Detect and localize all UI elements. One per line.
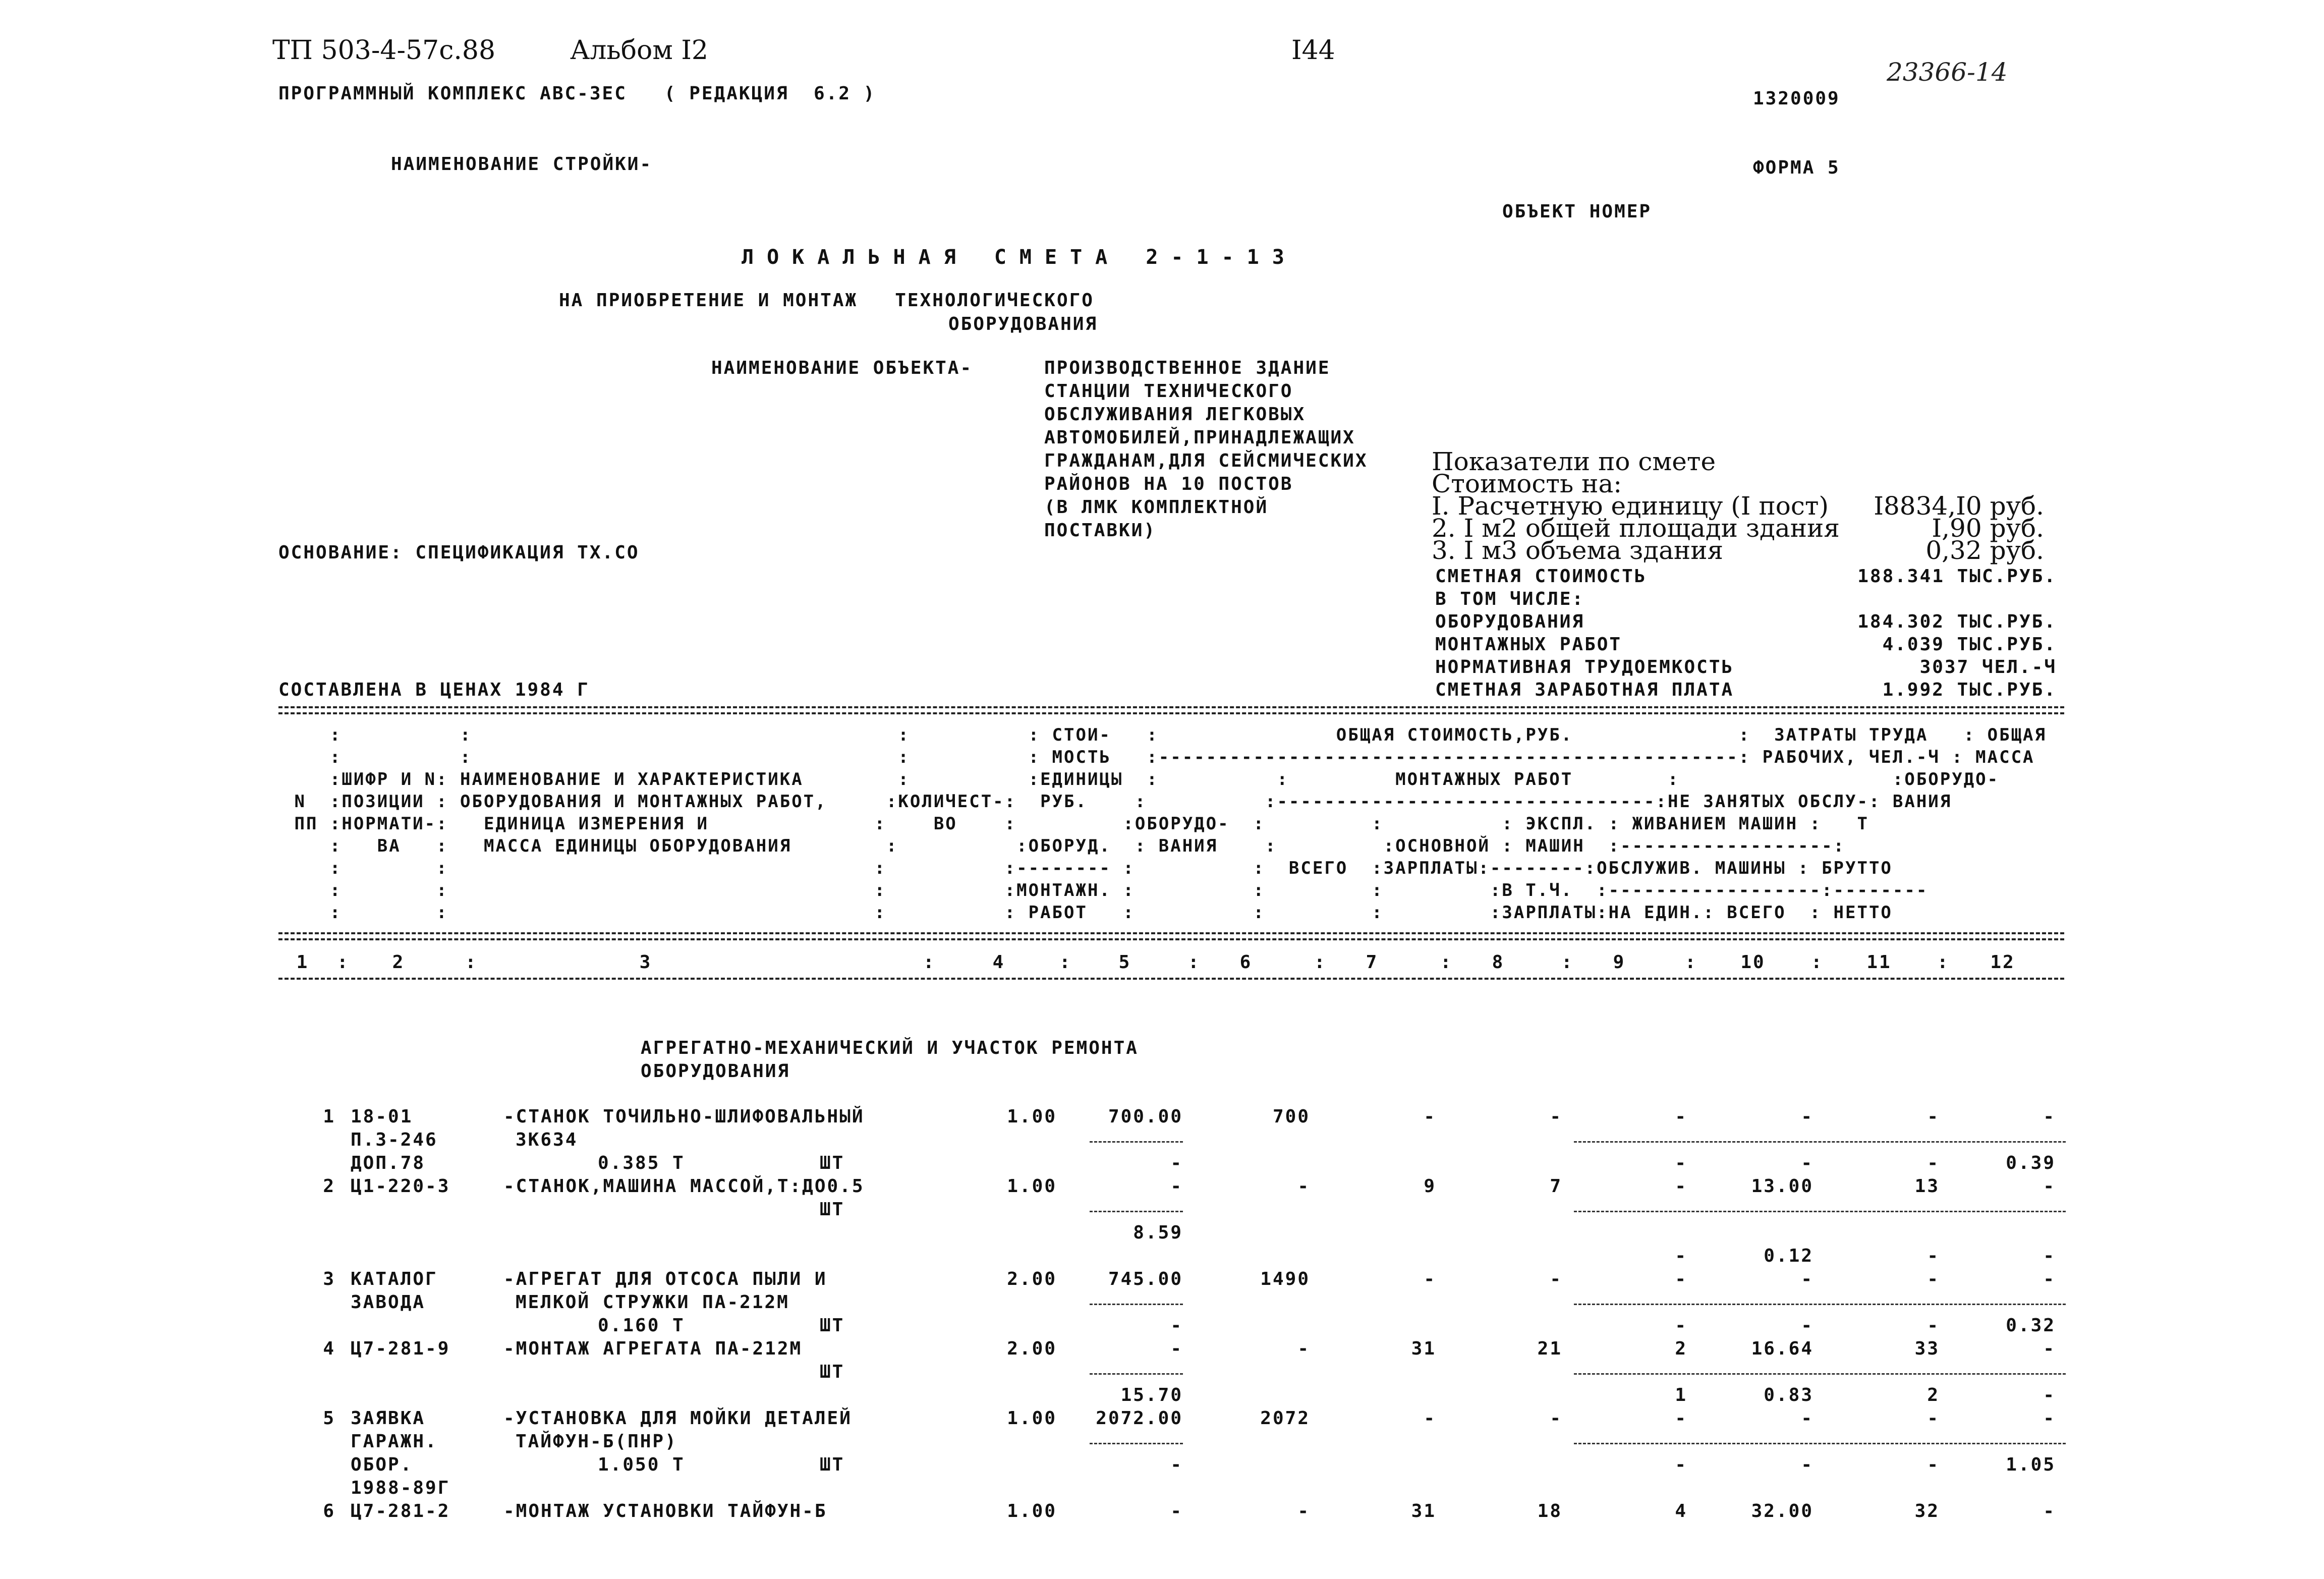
summary-label: СМЕТНАЯ ЗАРАБОТНАЯ ПЛАТА — [1435, 680, 1734, 700]
row-equip: 1490 — [1260, 1269, 1310, 1289]
row-expl: 4 — [1675, 1501, 1687, 1521]
indicator-value: 0,32 руб. — [1925, 536, 2044, 565]
row-equip: - — [1297, 1176, 1310, 1197]
row-labor-unit: 13.00 — [1751, 1176, 1813, 1197]
indicator-value: I,90 руб. — [1932, 514, 2044, 543]
col-separator: : — [1188, 952, 1201, 973]
indicator-label: 2. I м2 общей площади здания — [1432, 514, 1840, 543]
section-heading: АГРЕГАТНО-МЕХАНИЧЕСКИЙ И УЧАСТОК РЕМОНТА — [641, 1038, 1139, 1058]
row-labor-total-2: - — [1927, 1153, 1940, 1173]
col-separator: : — [1685, 952, 1697, 973]
row-labor-total-2: - — [1927, 1246, 1940, 1266]
indicator-label: 3. I м3 объема здания — [1432, 536, 1724, 565]
row-name: -МОНТАЖ АГРЕГАТА ПА-212М — [503, 1338, 803, 1359]
column-number: 3 — [639, 952, 652, 973]
row-unit: ШТ — [820, 1153, 845, 1173]
row-total: 9 — [1424, 1176, 1436, 1197]
row-price-mont: - — [1170, 1315, 1183, 1336]
row-labor-total: - — [1927, 1269, 1940, 1289]
row-price-rule — [1090, 1141, 1183, 1143]
summary-label: ОБОРУДОВАНИЯ — [1435, 611, 1585, 632]
row-qty: 1.00 — [1007, 1501, 1057, 1521]
program-line: ПРОГРАММНЫЙ КОМПЛЕКС АВС-3ЕС ( РЕДАКЦИЯ 6.2 ) — [278, 83, 876, 104]
row-labor-unit-2: 0.83 — [1764, 1385, 1813, 1405]
indicators-heading: Показатели по смете — [1432, 447, 1716, 476]
row-price-equip: 745.00 — [1108, 1269, 1183, 1289]
row-expl: 2 — [1675, 1338, 1687, 1359]
summary-label: В ТОМ ЧИСЛЕ: — [1435, 589, 1585, 609]
page-number: I44 — [1291, 35, 1335, 66]
document-title: ЛОКАЛЬНАЯ СМЕТА 2-1-13 — [742, 246, 1297, 269]
row-mass-net: 1.05 — [2006, 1454, 2056, 1475]
tp-code: ТП 503-4-57с.88 — [272, 35, 496, 66]
row-price-equip: - — [1170, 1338, 1183, 1359]
summary-value: 184.302 ТЫС.РУБ. — [1857, 611, 2057, 632]
col-separator: : — [1561, 952, 1574, 973]
row-expl-wage: - — [1675, 1315, 1687, 1336]
handwritten-number: 23366-14 — [1887, 58, 2008, 87]
row-expl-wage: 1 — [1675, 1385, 1687, 1405]
table-top-rule — [278, 712, 2064, 714]
row-labor-total-2: - — [1927, 1315, 1940, 1336]
row-name: -МОНТАЖ УСТАНОВКИ ТАЙФУН-Б — [503, 1501, 827, 1521]
row-rule — [1574, 1211, 2066, 1212]
form-label: ФОРМА 5 — [1753, 157, 1840, 178]
row-mass-gross: - — [2043, 1338, 2056, 1359]
row-code: Ц1-220-3 — [351, 1176, 450, 1197]
row-base-wage: - — [1550, 1408, 1562, 1429]
row-rule — [1574, 1304, 2066, 1305]
row-base-wage: 18 — [1537, 1501, 1562, 1521]
row-code: 18-01 — [351, 1106, 413, 1127]
object-line: ГРАЖДАНАМ,ДЛЯ СЕЙСМИЧЕСКИХ — [1044, 450, 1368, 471]
row-name: -СТАНОК ТОЧИЛЬНО-ШЛИФОВАЛЬНЫЙ — [503, 1106, 865, 1127]
summary-value: 1.992 ТЫС.РУБ. — [1882, 680, 2057, 700]
row-expl-wage: - — [1675, 1454, 1687, 1475]
column-number: 8 — [1492, 952, 1505, 973]
row-price-equip: - — [1170, 1176, 1183, 1197]
row-expl-wage: - — [1675, 1153, 1687, 1173]
row-code: ГАРАЖН. — [351, 1431, 438, 1452]
row-labor-unit: - — [1801, 1408, 1813, 1429]
section-heading: ОБОРУДОВАНИЯ — [641, 1061, 790, 1082]
row-rule — [1574, 1373, 2066, 1375]
row-labor-total: - — [1927, 1408, 1940, 1429]
object-line: АВТОМОБИЛЕЙ,ПРИНАДЛЕЖАЩИХ — [1044, 427, 1355, 448]
object-name-label: НАИМЕНОВАНИЕ ОБЪЕКТА- — [711, 358, 973, 378]
row-labor-unit: 32.00 — [1751, 1501, 1813, 1521]
summary-label: НОРМАТИВНАЯ ТРУДОЕМКОСТЬ — [1435, 657, 1734, 678]
row-mass-gross: - — [2043, 1501, 2056, 1521]
table-header-row: : : : : СТОИ- : ОБЩАЯ СТОИМОСТЬ,РУБ. : ЗАТРАТЫ ТРУДА : ОБЩАЯ — [282, 725, 2047, 745]
row-number: 1 — [323, 1106, 335, 1127]
row-price-equip: 700.00 — [1108, 1106, 1183, 1127]
row-mass-gross: - — [2043, 1176, 2056, 1197]
row-code: ДОП.78 — [351, 1153, 426, 1173]
column-number: 10 — [1740, 952, 1766, 973]
row-unit: ШТ — [820, 1199, 845, 1220]
row-labor-total: - — [1927, 1106, 1940, 1127]
row-qty: 1.00 — [1007, 1176, 1057, 1197]
column-number: 1 — [296, 952, 309, 973]
column-number: 12 — [1990, 952, 2015, 973]
row-code: П.3-246 — [351, 1130, 438, 1150]
indicator-value: I8834,I0 руб. — [1874, 491, 2044, 521]
object-number-label: ОБЪЕКТ НОМЕР — [1502, 201, 1652, 222]
row-number: 5 — [323, 1408, 335, 1429]
row-number: 6 — [323, 1501, 335, 1521]
row-rule — [1574, 1443, 2066, 1444]
object-line: РАЙОНОВ НА 10 ПОСТОВ — [1044, 474, 1293, 494]
row-number: 2 — [323, 1176, 335, 1197]
column-number: 2 — [392, 952, 405, 973]
object-line: ПРОИЗВОДСТВЕННОЕ ЗДАНИЕ — [1044, 358, 1331, 378]
row-mass: 0.160 Т — [598, 1315, 685, 1336]
row-price-equip: - — [1170, 1501, 1183, 1521]
row-price-mont: - — [1170, 1454, 1183, 1475]
row-labor-unit-2: - — [1801, 1315, 1813, 1336]
table-header-row: : : : :-------- : : ВСЕГО :ЗАРПЛАТЫ:--------:ОБСЛУЖИВ. МАШИНЫ : БРУТТО — [282, 858, 1893, 878]
purpose-line-2: ОБОРУДОВАНИЯ — [948, 314, 1098, 334]
row-mass-net: - — [2043, 1246, 2056, 1266]
table-header-row: : : : : РАБОТ : : : :ЗАРПЛАТЫ:НА ЕДИН.: ВСЕГО : НЕТТО — [282, 903, 1893, 923]
row-qty: 1.00 — [1007, 1106, 1057, 1127]
row-expl-wage: - — [1675, 1246, 1687, 1266]
row-code: ЗАВОДА — [351, 1292, 426, 1313]
row-total: - — [1424, 1408, 1436, 1429]
row-total: 31 — [1411, 1501, 1436, 1521]
object-line: СТАНЦИИ ТЕХНИЧЕСКОГО — [1044, 381, 1293, 402]
table-header-row: :ШИФР И N: НАИМЕНОВАНИЕ И ХАРАКТЕРИСТИКА : :ЕДИНИЦЫ : : МОНТАЖНЫХ РАБОТ : :ОБОРУДО- — [282, 769, 2000, 790]
col-separator: : — [1811, 952, 1824, 973]
row-name: МЕЛКОЙ СТРУЖКИ ПА-212М — [516, 1292, 789, 1313]
row-code: Ц7-281-9 — [351, 1338, 450, 1359]
indicators-cost-on: Стоимость на: — [1432, 469, 1622, 498]
row-code: КАТАЛОГ — [351, 1269, 438, 1289]
table-header-row: : ВА : МАССА ЕДИНИЦЫ ОБОРУДОВАНИЯ : :ОБОРУД. : ВАНИЯ : :ОСНОВНОЙ : МАШИН :------------------: — [282, 836, 1846, 856]
row-labor-unit: - — [1801, 1106, 1813, 1127]
col-separator: : — [337, 952, 350, 973]
summary-value: 4.039 ТЫС.РУБ. — [1882, 634, 2057, 655]
row-name: 3К634 — [516, 1130, 578, 1150]
object-line: ОБСЛУЖИВАНИЯ ЛЕГКОВЫХ — [1044, 404, 1306, 425]
row-price-mont: 8.59 — [1133, 1222, 1183, 1243]
row-mass-net: 0.39 — [2006, 1153, 2056, 1173]
row-base-wage: 21 — [1537, 1338, 1562, 1359]
row-equip: - — [1297, 1338, 1310, 1359]
row-qty: 2.00 — [1007, 1269, 1057, 1289]
table-header-row: N :ПОЗИЦИИ : ОБОРУДОВАНИЯ И МОНТАЖНЫХ РАБОТ, :КОЛИЧЕСТ-: РУБ. : :--------------------------------:НЕ ЗАНЯТЫХ ОБСЛУ-: ВАНИЯ — [282, 792, 1952, 812]
row-base-wage: - — [1550, 1106, 1562, 1127]
table-header-row: : : : : МОСТЬ :-------------------------------------------------: РАБОЧИХ, ЧЕЛ.-Ч : МАССА — [282, 747, 2035, 767]
table-header-rule — [278, 938, 2064, 940]
object-line: ПОСТАВКИ) — [1044, 520, 1157, 541]
row-name: -УСТАНОВКА ДЛЯ МОЙКИ ДЕТАЛЕЙ — [503, 1408, 852, 1429]
column-numbers-rule — [278, 978, 2064, 980]
purpose-line-1: НА ПРИОБРЕТЕНИЕ И МОНТАЖ ТЕХНОЛОГИЧЕСКОГО — [559, 290, 1094, 311]
table-header-row: ПП :НОРМАТИ-: ЕДИНИЦА ИЗМЕРЕНИЯ И : ВО : :ОБОРУДО- : : : ЭКСПЛ. : ЖИВАНИЕМ МАШИН : Т — [282, 814, 1869, 834]
row-labor-unit-2: - — [1801, 1153, 1813, 1173]
table-top-rule — [278, 706, 2064, 708]
row-rule — [1574, 1141, 2066, 1143]
column-number: 11 — [1866, 952, 1892, 973]
row-price-rule — [1090, 1373, 1183, 1375]
row-price-rule — [1090, 1211, 1183, 1212]
col-separator: : — [1059, 952, 1072, 973]
row-labor-unit: - — [1801, 1269, 1813, 1289]
row-mass-gross: - — [2043, 1408, 2056, 1429]
summary-label: МОНТАЖНЫХ РАБОТ — [1435, 634, 1622, 655]
row-equip: 2072 — [1260, 1408, 1310, 1429]
row-mass-gross: - — [2043, 1269, 2056, 1289]
row-labor-total: 33 — [1914, 1338, 1940, 1359]
row-base-wage: - — [1550, 1269, 1562, 1289]
row-unit: ШТ — [820, 1454, 845, 1475]
row-price-equip: 2072.00 — [1096, 1408, 1183, 1429]
row-unit: ШТ — [820, 1362, 845, 1382]
row-labor-unit: 16.64 — [1751, 1338, 1813, 1359]
row-number: 3 — [323, 1269, 335, 1289]
row-labor-total: 13 — [1914, 1176, 1940, 1197]
column-number: 4 — [992, 952, 1005, 973]
basis-line: ОСНОВАНИЕ: СПЕЦИФИКАЦИЯ ТХ.СО — [278, 542, 640, 563]
row-labor-total-2: - — [1927, 1454, 1940, 1475]
col-separator: : — [923, 952, 936, 973]
row-code: 1988-89Г — [351, 1478, 450, 1498]
row-qty: 2.00 — [1007, 1338, 1057, 1359]
row-labor-unit-2: 0.12 — [1764, 1246, 1813, 1266]
row-total: 31 — [1411, 1338, 1436, 1359]
row-unit: ШТ — [820, 1315, 845, 1336]
row-price-mont: 15.70 — [1120, 1385, 1183, 1405]
summary-label: СМЕТНАЯ СТОИМОСТЬ — [1435, 566, 1647, 587]
object-line: (В ЛМК КОМПЛЕКТНОЙ — [1044, 497, 1269, 518]
row-code: ЗАЯВКА — [351, 1408, 426, 1429]
row-labor-unit-2: - — [1801, 1454, 1813, 1475]
col-separator: : — [1440, 952, 1453, 973]
row-equip: - — [1297, 1501, 1310, 1521]
row-mass-gross: - — [2043, 1106, 2056, 1127]
col-separator: : — [1314, 952, 1327, 973]
prices-line: СОСТАВЛЕНА В ЦЕНАХ 1984 Г — [278, 680, 590, 700]
row-labor-total: 32 — [1914, 1501, 1940, 1521]
summary-value: 188.341 ТЫС.РУБ. — [1857, 566, 2057, 587]
row-price-rule — [1090, 1304, 1183, 1305]
row-name: -СТАНОК,МАШИНА МАССОЙ,Т:ДО0.5 — [503, 1176, 865, 1197]
row-qty: 1.00 — [1007, 1408, 1057, 1429]
summary-value: 3037 ЧЕЛ.-Ч — [1919, 657, 2057, 678]
code-number: 1320009 — [1753, 88, 1840, 109]
col-separator: : — [1937, 952, 1950, 973]
row-total: - — [1424, 1106, 1436, 1127]
row-expl: - — [1675, 1176, 1687, 1197]
row-labor-total-2: 2 — [1927, 1385, 1940, 1405]
row-code: Ц7-281-2 — [351, 1501, 450, 1521]
column-number: 5 — [1118, 952, 1131, 973]
row-price-mont: - — [1170, 1153, 1183, 1173]
construction-name-label: НАИМЕНОВАНИЕ СТРОЙКИ- — [391, 154, 653, 175]
row-base-wage: 7 — [1550, 1176, 1562, 1197]
row-equip: 700 — [1272, 1106, 1310, 1127]
table-header-row: : : : :МОНТАЖН. : : : :В Т.Ч. :------------------:-------- — [282, 880, 1929, 900]
row-name: -АГРЕГАТ ДЛЯ ОТСОСА ПЫЛИ И — [503, 1269, 827, 1289]
column-number: 9 — [1613, 952, 1626, 973]
row-price-rule — [1090, 1443, 1183, 1444]
indicator-label: I. Расчетную единицу (I пост) — [1432, 491, 1829, 521]
col-separator: : — [465, 952, 478, 973]
row-mass: 1.050 Т — [598, 1454, 685, 1475]
row-expl: - — [1675, 1269, 1687, 1289]
row-total: - — [1424, 1269, 1436, 1289]
row-name: ТАЙФУН-Б(ПНР) — [516, 1431, 677, 1452]
row-mass: 0.385 Т — [598, 1153, 685, 1173]
table-header-rule — [278, 932, 2064, 934]
row-number: 4 — [323, 1338, 335, 1359]
row-expl: - — [1675, 1106, 1687, 1127]
album-label: Альбом I2 — [570, 35, 708, 66]
column-number: 6 — [1239, 952, 1253, 973]
column-number: 7 — [1366, 952, 1379, 973]
row-expl: - — [1675, 1408, 1687, 1429]
row-code: ОБОР. — [351, 1454, 413, 1475]
row-mass-net: 0.32 — [2006, 1315, 2056, 1336]
row-mass-net: - — [2043, 1385, 2056, 1405]
